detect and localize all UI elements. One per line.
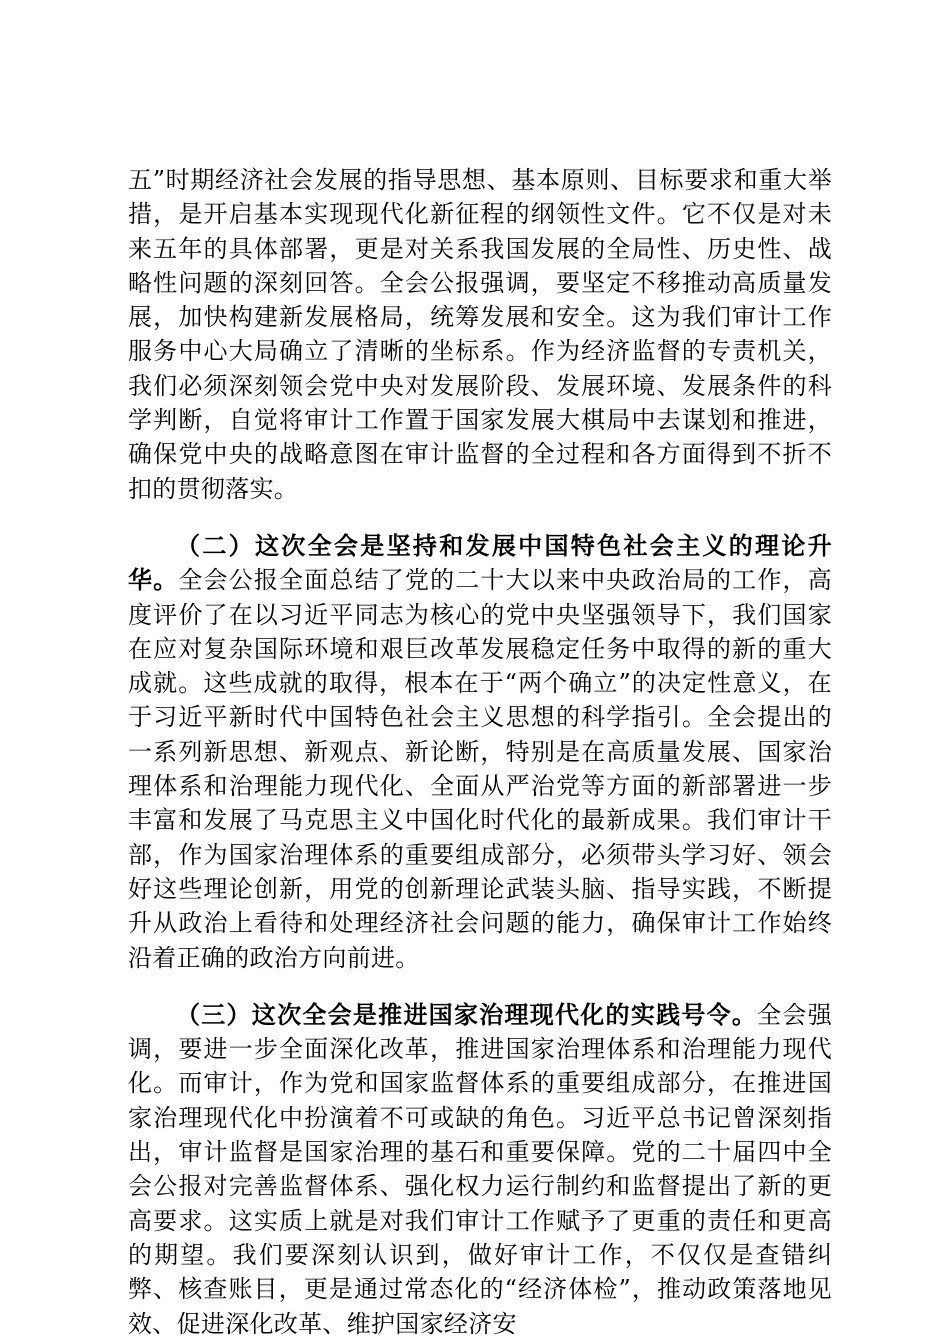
paragraph-2 <box>128 529 832 975</box>
paragraph-2-text: 全会公报全面总结了党的二十大以来中央政治局的工作，高度评价了在以习近平同志为核心的党中央坚强领导下，我们国家在应对复杂国际环境和艰巨改革发展稳定任务中取得的新的重大成就。这些成就的取得，根本在于“两个确立”的决定性意义，在于习近平新时代中国特色社会主义思想的科学指引。全会提出的一系列新思想、新观点、新论断，特别是在高质量发展、国家治理体系和治理能力现代化、全面从严治党等方面的新部署进一步丰富和发展了马克思主义中国化时代化的最新成果。我们审计干部，作为国家治理体系的重要组成部分，必须带头学习好、领会好这些理论创新，用党的创新理论武装头脑、指导实践，不断提升从政治上看待和处理经济社会问题的能力，确保审计工作始终沿着正确的政治方向前进。 <box>128 566 832 972</box>
paragraph-1 <box>128 163 832 506</box>
paragraph-1-text: 五”时期经济社会发展的指导思想、基本原则、目标要求和重大举措，是开启基本实现现代化新征程的纲领性文件。它不仅是对未来五年的具体部署，更是对关系我国发展的全局性、历史性、战略性问题的深刻回答。全会公报强调，要坚定不移推动高质量发展，加快构建新发展格局，统筹发展和安全。这为我们审计工作服务中心大局确立了清晰的坐标系。作为经济监督的专责机关，我们必须深刻领会党中央对发展阶段、发展环境、发展条件的科学判断，自觉将审计工作置于国家发展大棋局中去谋划和推进，确保党中央的战略意图在审计监督的全过程和各方面得到不折不扣的贯彻落实。 <box>128 166 832 503</box>
paragraph-3-text: 全会强调，要进一步全面深化改革，推进国家治理体系和治理能力现代化。而审计，作为党和国家监督体系的重要组成部分，在推进国家治理现代化中扮演着不可或缺的角色。习近平总书记曾深刻指出，审计监督是国家治理的基石和重要保障。党的二十届四中全会公报对完善监督体系、强化权力运行制约和监督提出了新的更高要求。这实质上就是对我们审计工作赋予了更重的责任和更高的期望。我们要深刻认识到，做好审计工作，不仅仅是查错纠弊、核查账目，更是通过常态化的“经济体检”，推动政策落地见效、促进深化改革、维护国家经济安 <box>128 1000 832 1338</box>
document-body <box>128 163 832 1341</box>
paragraph-3-heading: （三）这次全会是推进国家治理现代化的实践号令。 <box>176 999 758 1029</box>
paragraph-2-heading: （二）这次全会是坚持和发展中国特色社会主义的理论升华。 <box>128 530 832 595</box>
paragraph-3 <box>128 998 832 1341</box>
